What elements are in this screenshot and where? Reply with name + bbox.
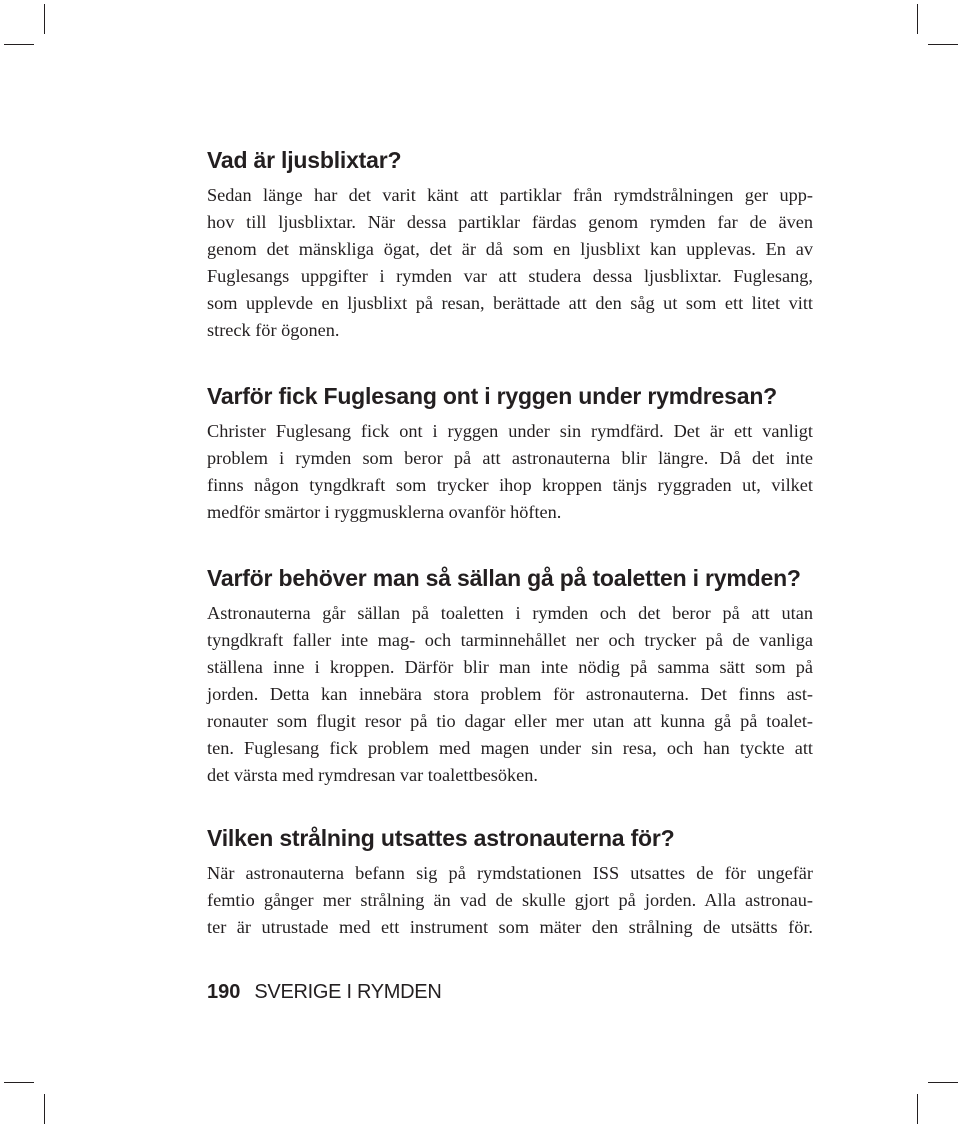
text-line: tyngdkraft faller inte mag- och tarminnehållet ner och trycker på de vanliga — [207, 630, 813, 650]
running-title: SVERIGE I RYMDEN — [254, 981, 442, 1003]
text-line: femtio gånger mer strålning än vad de skulle gjort på jorden. Alla astronau- — [207, 890, 813, 910]
section-light-flashes — [207, 146, 813, 344]
crop-mark — [44, 1094, 45, 1124]
text-line: jorden. Detta kan innebära stora problem för astronauterna. Det finns ast- — [207, 684, 813, 704]
text-line: ställena inne i kroppen. Därför blir man inte nödig på samma sätt som på — [207, 657, 813, 677]
section-body — [207, 860, 813, 941]
text-line: ronauter som flugit resor på tio dagar eller mer utan att kunna gå på toalet- — [207, 711, 813, 731]
text-line: genom det mänskliga ögat, det är då som en ljusblixt kan upplevas. En av — [207, 239, 813, 259]
text-line: det värsta med rymdresan var toalettbesöken. — [207, 765, 538, 785]
section-toilet — [207, 564, 813, 789]
section-body — [207, 418, 813, 526]
section-body — [207, 600, 813, 789]
text-line: finns någon tyngdkraft som trycker ihop kroppen tänjs ryggraden ut, vilket — [207, 475, 813, 495]
crop-mark — [4, 44, 34, 45]
text-line: problem i rymden som beror på att astronauterna blir längre. Då det inte — [207, 448, 813, 468]
crop-mark — [917, 1094, 918, 1124]
text-line: medför smärtor i ryggmusklerna ovanför höften. — [207, 502, 562, 522]
text-line: hov till ljusblixtar. När dessa partiklar färdas genom rymden far de även — [207, 212, 813, 232]
text-line: Astronauterna går sällan på toaletten i rymden och det beror på att utan — [207, 603, 813, 623]
text-line: Christer Fuglesang fick ont i ryggen under sin rymdfärd. Det är ett vanligt — [207, 421, 813, 441]
crop-mark — [44, 4, 45, 34]
page-footer — [207, 978, 441, 1006]
text-line: Sedan länge har det varit känt att partiklar från rymdstrålningen ger upp- — [207, 185, 813, 205]
section-body — [207, 182, 813, 344]
text-line: ten. Fuglesang fick problem med magen under sin resa, och han tyckte att — [207, 738, 813, 758]
crop-mark — [928, 1082, 958, 1083]
section-heading: Vilken strålning utsattes astronauterna för? — [207, 825, 675, 851]
crop-mark — [928, 44, 958, 45]
text-line: streck för ögonen. — [207, 320, 340, 340]
text-line: När astronauterna befann sig på rymdstationen ISS utsattes de för ungefär — [207, 863, 813, 883]
crop-mark — [4, 1082, 34, 1083]
section-heading: Varför behöver man så sällan gå på toaletten i rymden? — [207, 565, 801, 591]
section-heading: Varför fick Fuglesang ont i ryggen under rymdresan? — [207, 383, 778, 409]
section-radiation — [207, 824, 813, 941]
crop-mark — [917, 4, 918, 34]
section-heading: Vad är ljusblixtar? — [207, 147, 402, 173]
text-line: ter är utrustade med ett instrument som mäter den strålning de utsätts för. — [207, 917, 813, 937]
text-line: som upplevde en ljusblixt på resan, berättade att den såg ut som ett litet vitt — [207, 293, 813, 313]
text-line: Fuglesangs uppgifter i rymden var att studera dessa ljusblixtar. Fuglesang, — [207, 266, 813, 286]
page-number: 190 — [207, 981, 241, 1003]
section-back-pain — [207, 382, 813, 526]
